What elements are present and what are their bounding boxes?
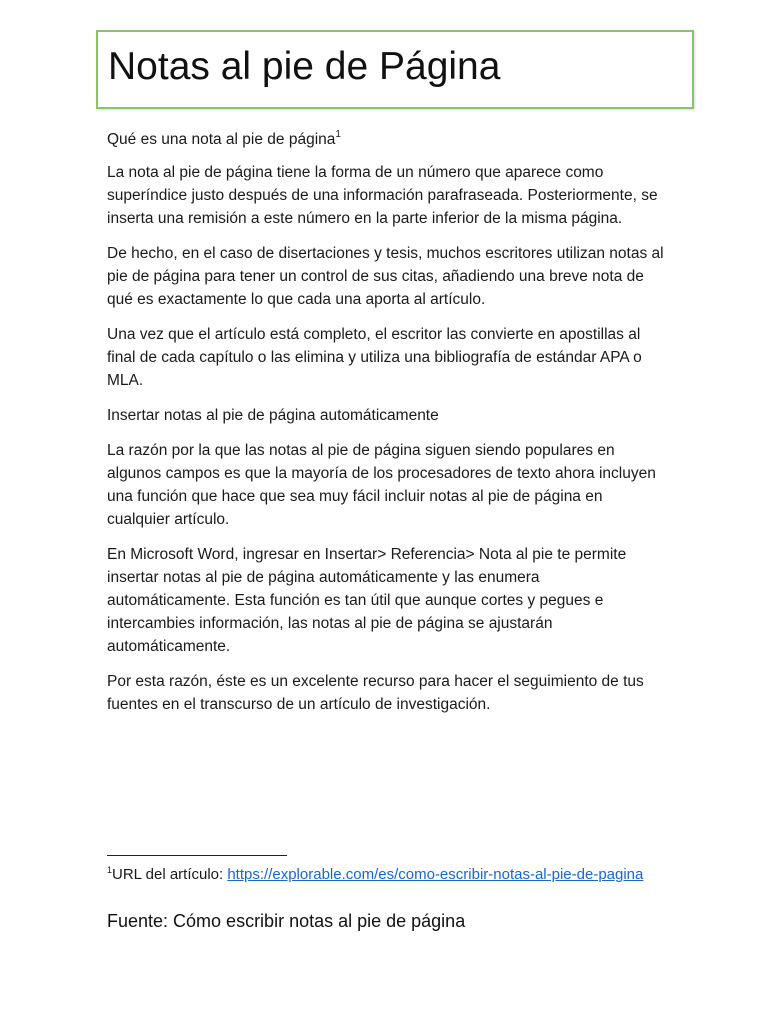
paragraph: La razón por la que las notas al pie de página siguen siendo populares en algunos campos es que la mayoría de los procesadores de texto ahora incluyen una función que hace que sea muy fácil incluir notas al pie de página en cualquier artículo. <box>107 442 656 528</box>
footnote <box>107 865 667 884</box>
section-heading-1 <box>107 128 667 151</box>
paragraph: De hecho, en el caso de disertaciones y tesis, muchos escritores utilizan notas al pie de página para tener un control de sus citas, añadiendo una breve nota de qué es exactamente lo que cada una aporta al artículo. <box>107 245 664 308</box>
paragraph: Una vez que el artículo está completo, el escritor las convierte en apostillas al final de cada capítulo o las elimina y utiliza una bibliografía de estándar APA o MLA. <box>107 326 642 389</box>
title-box <box>96 30 694 109</box>
paragraph: Por esta razón, éste es un excelente recurso para hacer el seguimiento de tus fuentes en el transcurso de un artículo de investigación. <box>107 673 644 713</box>
footnote-separator <box>107 855 287 856</box>
document-body <box>107 128 667 728</box>
footnote-mark: 1 <box>107 865 113 875</box>
source-caption: Fuente: Cómo escribir notas al pie de página <box>107 911 466 931</box>
paragraph: La nota al pie de página tiene la forma de un número que aparece como superíndice justo después de una información parafraseada. Posteriormente, se inserta una remisión a este número en la parte inferior de la misma página. <box>107 164 658 227</box>
footnote-reference[interactable]: 1 <box>335 128 341 140</box>
page-title: Notas al pie de Página <box>108 45 501 88</box>
paragraph: En Microsoft Word, ingresar en Insertar> Referencia> Nota al pie te permite insertar notas al pie de página automáticamente y las enumera automáticamente. Esta función es tan útil que aunque cortes y pegues e intercambies información, las notas al pie de página se ajustarán automáticamente. <box>107 546 627 655</box>
footnote-label: URL del artículo: <box>112 866 228 883</box>
footnote-url-link[interactable]: https://explorable.com/es/como-escribir-notas-al-pie-de-pagina <box>227 866 644 883</box>
section-heading-1-text: Qué es una nota al pie de página <box>107 131 336 148</box>
section-heading-2: Insertar notas al pie de página automáticamente <box>107 407 439 424</box>
